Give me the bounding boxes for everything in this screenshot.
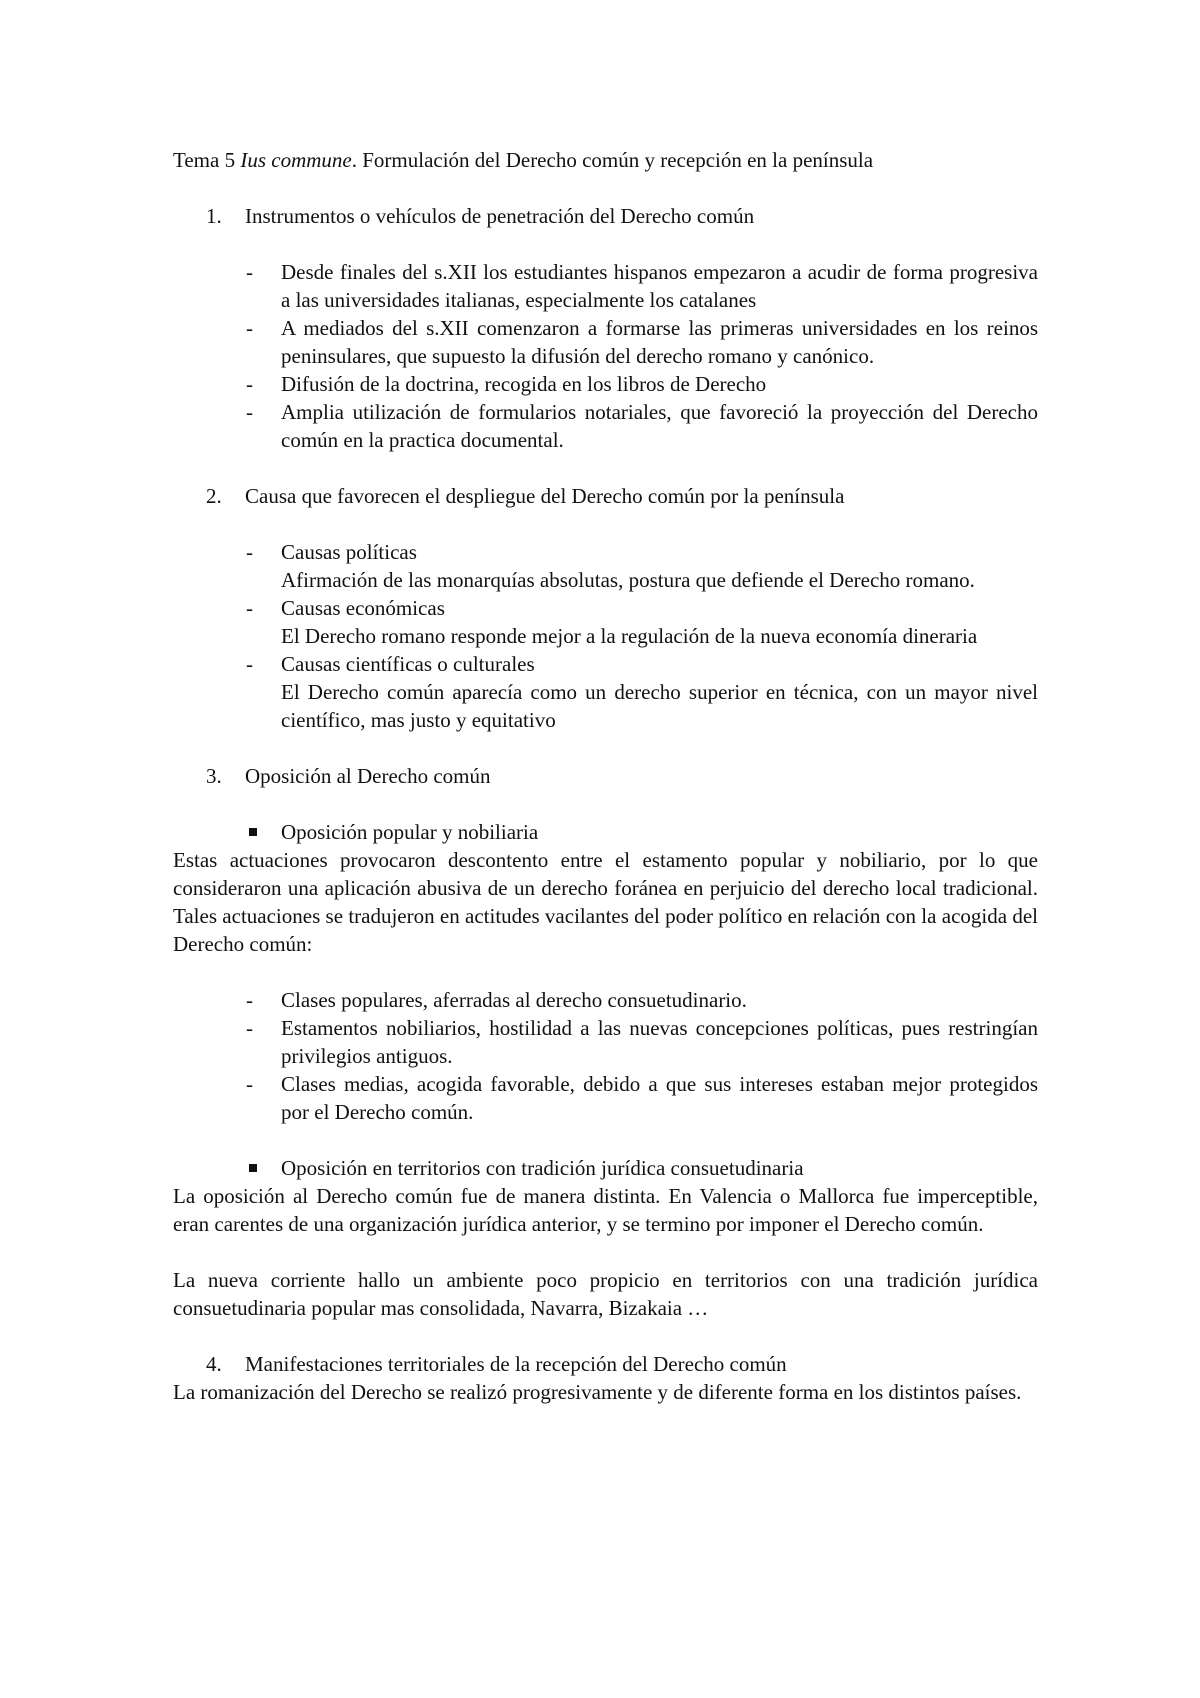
section-2-title: Causa que favorecen el despliegue del Derecho común por la península [245,484,845,508]
section-4-heading [173,1350,1038,1378]
list-item [173,398,1038,454]
subsection-title: Oposición en territorios con tradición jurídica consuetudinaria [281,1156,804,1180]
list-item-text: Clases populares, aferradas al derecho consuetudinario. [281,988,747,1012]
list-item [173,1070,1038,1126]
section-1-title: Instrumentos o vehículos de penetración del Derecho común [245,204,755,228]
section-3-title: Oposición al Derecho común [245,764,491,788]
section-2-heading [173,482,1038,510]
section-1-number: 1. [206,204,222,228]
list-item [173,370,1038,398]
cause-label: Causas científicas o culturales [281,652,535,676]
list-item [173,650,1038,734]
dash-marker: - [246,372,253,396]
dash-marker: - [246,260,253,284]
section-1-list [173,258,1038,454]
dash-marker: - [246,1072,253,1096]
list-item-text: Clases medias, acogida favorable, debido a que sus intereses estaban mejor protegidos por el Derecho común. [281,1072,1038,1124]
cause-text: El Derecho común aparecía como un derecho superior en técnica, con un mayor nivel científico, mas justo y equitativo [281,680,1038,732]
list-item-text: Estamentos nobiliarios, hostilidad a las nuevas concepciones políticas, pues restringían privilegios antiguos. [281,1016,1038,1068]
square-bullet-icon [249,828,257,836]
paragraph: La nueva corriente hallo un ambiente poco propicio en territorios con una tradición jurídica consuetudinaria popular mas consolidada, Navarra, Bizakaia … [173,1268,1038,1320]
list-item [173,986,1038,1014]
section-3-heading [173,762,1038,790]
subsection-title: Oposición popular y nobiliaria [281,820,539,844]
subsection-territorios-consuetudinarios [173,1154,1038,1182]
paragraph: La oposición al Derecho común fue de manera distinta. En Valencia o Mallorca fue imperceptible, eran carentes de una organización jurídica anterior, y se termino por imponer el Derecho común. [173,1184,1038,1236]
list-item-text: Desde finales del s.XII los estudiantes hispanos empezaron a acudir de forma progresiva a las universidades italianas, especialmente los catalanes [281,260,1038,312]
title-rest: . Formulación del Derecho común y recepción en la península [351,148,874,172]
list-item [173,538,1038,594]
list-item [173,1014,1038,1070]
dash-marker: - [246,988,253,1012]
dash-marker: - [246,540,253,564]
cause-text: El Derecho romano responde mejor a la regulación de la nueva economía dineraria [281,624,978,648]
document-title [173,146,1038,174]
section-4-title: Manifestaciones territoriales de la recepción del Derecho común [245,1352,787,1376]
subsection-popular-nobiliaria [173,818,1038,846]
list-item [173,594,1038,650]
title-prefix: Tema 5 [173,148,241,172]
list-item-text: A mediados del s.XII comenzaron a formarse las primeras universidades en los reinos peninsulares, que supuesto la difusión del derecho romano y canónico. [281,316,1038,368]
dash-marker: - [246,652,253,676]
section-2-list [173,538,1038,734]
dash-marker: - [246,400,253,424]
dash-marker: - [246,596,253,620]
cause-text: Afirmación de las monarquías absolutas, postura que defiende el Derecho romano. [281,568,975,592]
paragraph: Estas actuaciones provocaron descontento entre el estamento popular y nobiliario, por lo que consideraron una aplicación abusiva de un derecho foránea en perjuicio del derecho local tradicional. Tales actuaciones se tradujeron en actitudes vacilantes del poder político en relación con la acogida del Derecho común: [173,848,1038,956]
section-3-number: 3. [206,764,222,788]
section-3-list [173,986,1038,1126]
paragraph: La romanización del Derecho se realizó progresivamente y de diferente forma en los distintos países. [173,1380,1022,1404]
title-italic: Ius commune [240,148,352,172]
cause-label: Causas económicas [281,596,445,620]
section-2-number: 2. [206,484,222,508]
square-bullet-icon [249,1164,257,1172]
section-4-number: 4. [206,1352,222,1376]
list-item-text: Amplia utilización de formularios notariales, que favoreció la proyección del Derecho común en la practica documental. [281,400,1038,452]
list-item [173,258,1038,314]
section-1-heading [173,202,1038,230]
cause-label: Causas políticas [281,540,417,564]
document-body [173,146,1038,1406]
list-item [173,314,1038,370]
list-item-text: Difusión de la doctrina, recogida en los libros de Derecho [281,372,767,396]
dash-marker: - [246,316,253,340]
dash-marker: - [246,1016,253,1040]
